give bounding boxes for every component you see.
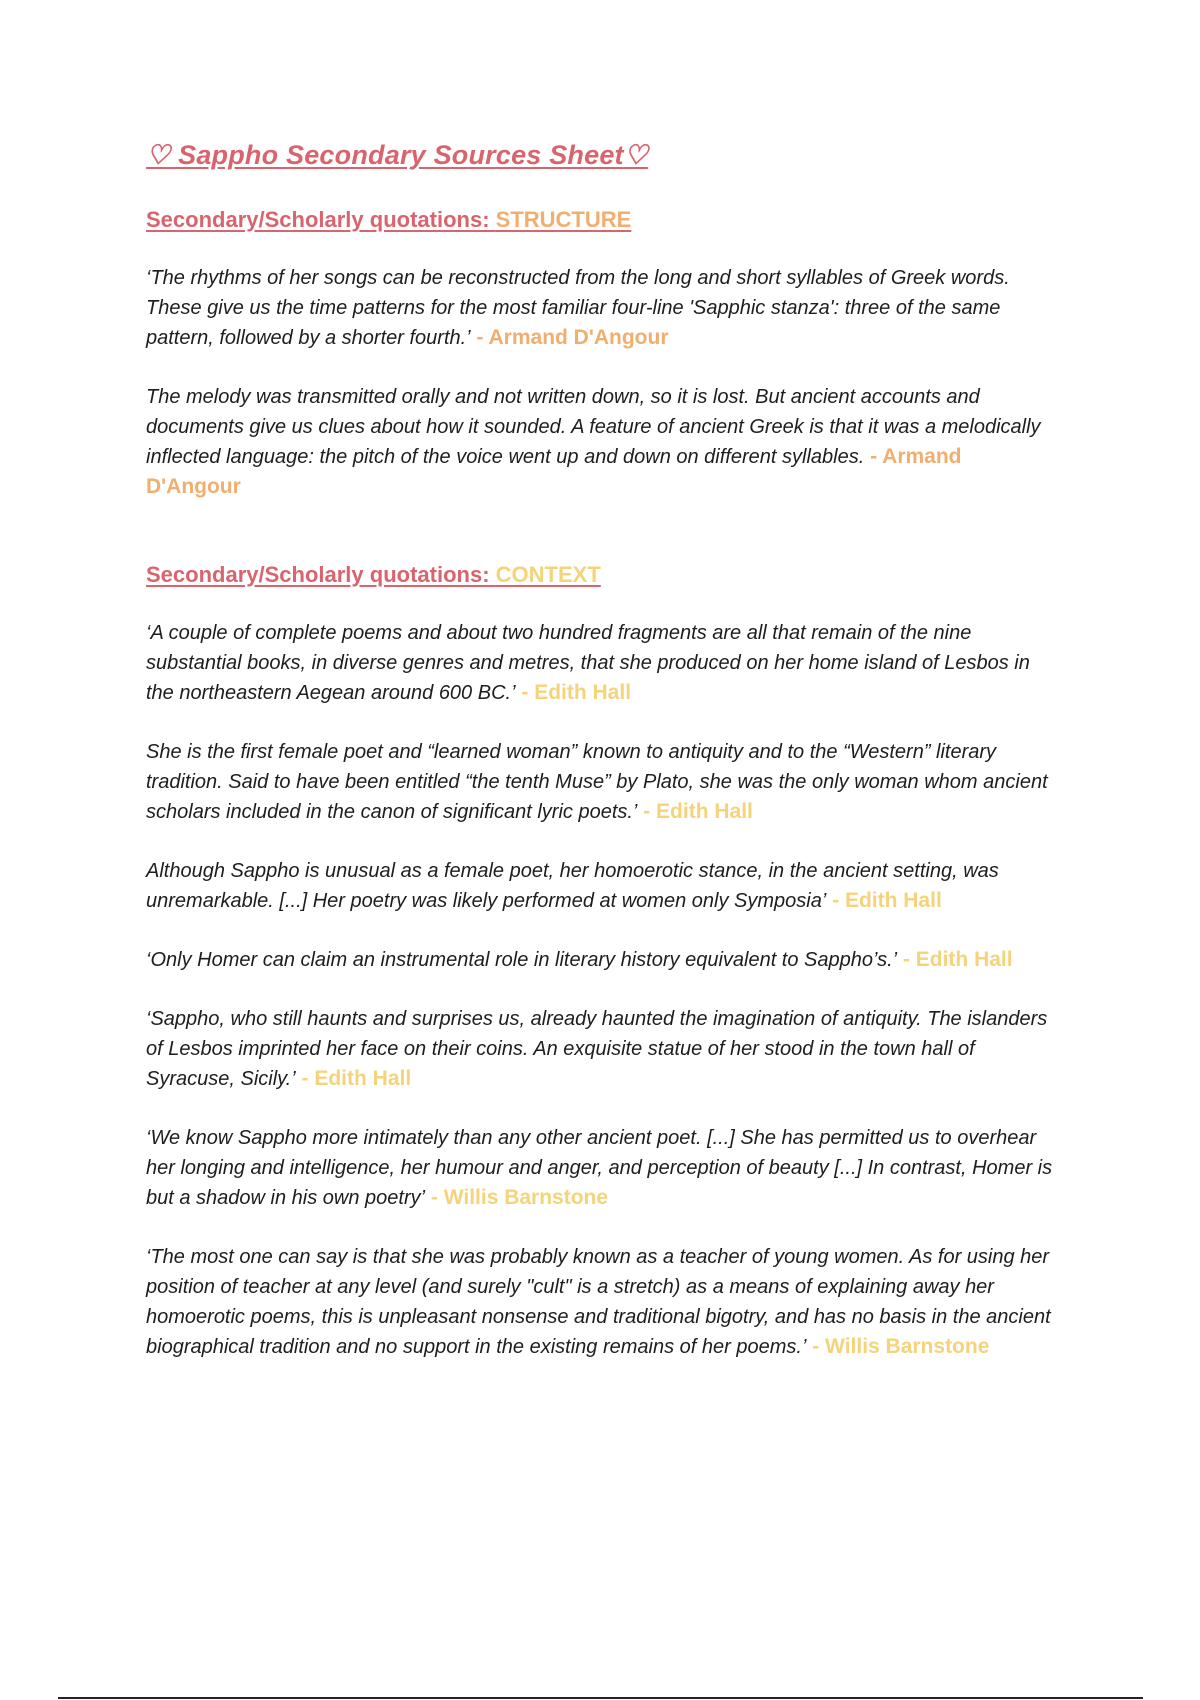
quote-paragraph bbox=[146, 618, 1061, 708]
section-context bbox=[146, 562, 1061, 1362]
section-heading-context bbox=[146, 562, 1061, 588]
document-page bbox=[146, 140, 1061, 1391]
heart-icon: ♡ bbox=[623, 140, 649, 170]
heart-icon: ♡ bbox=[146, 140, 171, 170]
quote-attribution: - Edith Hall bbox=[515, 681, 632, 704]
section-structure bbox=[146, 207, 1061, 502]
page-title bbox=[146, 140, 1061, 171]
quote-text: ‘The rhythms of her songs can be reconstructed from the long and short syllables of Greek words. These give us the time patterns for the most familiar four-line 'Sapphic stanza': three of the same pattern, followed by a shorter fourth.’ bbox=[146, 267, 1010, 349]
quote-attribution: - Willis Barnstone bbox=[425, 1186, 609, 1209]
section-heading-keyword: CONTEXT bbox=[495, 562, 601, 587]
quote-paragraph bbox=[146, 945, 1061, 975]
quote-paragraph bbox=[146, 737, 1061, 827]
page-title-text: Sappho Secondary Sources Sheet bbox=[170, 140, 624, 170]
section-heading-prefix: Secondary/Scholarly quotations: bbox=[146, 562, 496, 587]
section-heading-prefix: Secondary/Scholarly quotations: bbox=[146, 207, 496, 232]
quote-paragraph bbox=[146, 856, 1061, 916]
quote-text: ‘The most one can say is that she was probably known as a teacher of young women. As for using her position of teacher at any level (and surely "cult" is a stretch) as a means of explaining away her homoerotic poems, this is unpleasant nonsense and traditional bigotry, and has no basis in the ancient biographical tradition and no support in the existing remains of her poems.’ bbox=[146, 1246, 1051, 1358]
quote-text: ‘We know Sappho more intimately than any other ancient poet. [...] She has permitted us to overhear her longing and intelligence, her humour and anger, and perception of beauty [...] In contrast, Homer is but a shadow in his own poetry’ bbox=[146, 1127, 1053, 1209]
quote-paragraph bbox=[146, 382, 1061, 502]
quote-attribution: - Armand D'Angour bbox=[146, 445, 962, 498]
quote-paragraph bbox=[146, 1242, 1061, 1362]
quote-paragraph bbox=[146, 1004, 1061, 1094]
quote-paragraph bbox=[146, 263, 1061, 353]
section-heading-structure bbox=[146, 207, 1061, 233]
quote-attribution: - Armand D'Angour bbox=[470, 326, 669, 349]
quote-attribution: - Willis Barnstone bbox=[806, 1335, 990, 1358]
quote-text: ‘Only Homer can claim an instrumental role in literary history equivalent to Sappho’s.’ bbox=[146, 949, 898, 971]
footer-divider bbox=[58, 1697, 1143, 1699]
quote-text: She is the first female poet and “learned woman” known to antiquity and to the “Western” literary tradition. Said to have been entitled “the tenth Muse” by Plato, she was the only woman whom ancient scholars included in the canon of significant lyric poets.’ bbox=[146, 741, 1048, 823]
section-heading-keyword: STRUCTURE bbox=[495, 207, 632, 232]
quote-attribution: - Edith Hall bbox=[295, 1067, 412, 1090]
quote-text: ‘Sappho, who still haunts and surprises us, already haunted the imagination of antiquity. The islanders of Lesbos imprinted her face on their coins. An exquisite statue of her stood in the town hall of Syracuse, Sicily.’ bbox=[146, 1008, 1048, 1090]
quote-text: Although Sappho is unusual as a female poet, her homoerotic stance, in the ancient setting, was unremarkable. [...] Her poetry was likely performed at women only Symposia’ bbox=[146, 860, 999, 912]
quote-paragraph bbox=[146, 1123, 1061, 1213]
quote-text: ‘A couple of complete poems and about two hundred fragments are all that remain of the nine substantial books, in diverse genres and metres, that she produced on her home island of Lesbos in the northeastern Aegean around 600 BC.’ bbox=[146, 622, 1030, 704]
quote-text: The melody was transmitted orally and not written down, so it is lost. But ancient accounts and documents give us clues about how it sounded. A feature of ancient Greek is that it was a melodically inflected language: the pitch of the voice went up and down on different syllables. bbox=[146, 386, 1041, 468]
quote-attribution: - Edith Hall bbox=[897, 948, 1013, 971]
quote-attribution: - Edith Hall bbox=[637, 800, 753, 823]
quote-attribution: - Edith Hall bbox=[826, 889, 942, 912]
